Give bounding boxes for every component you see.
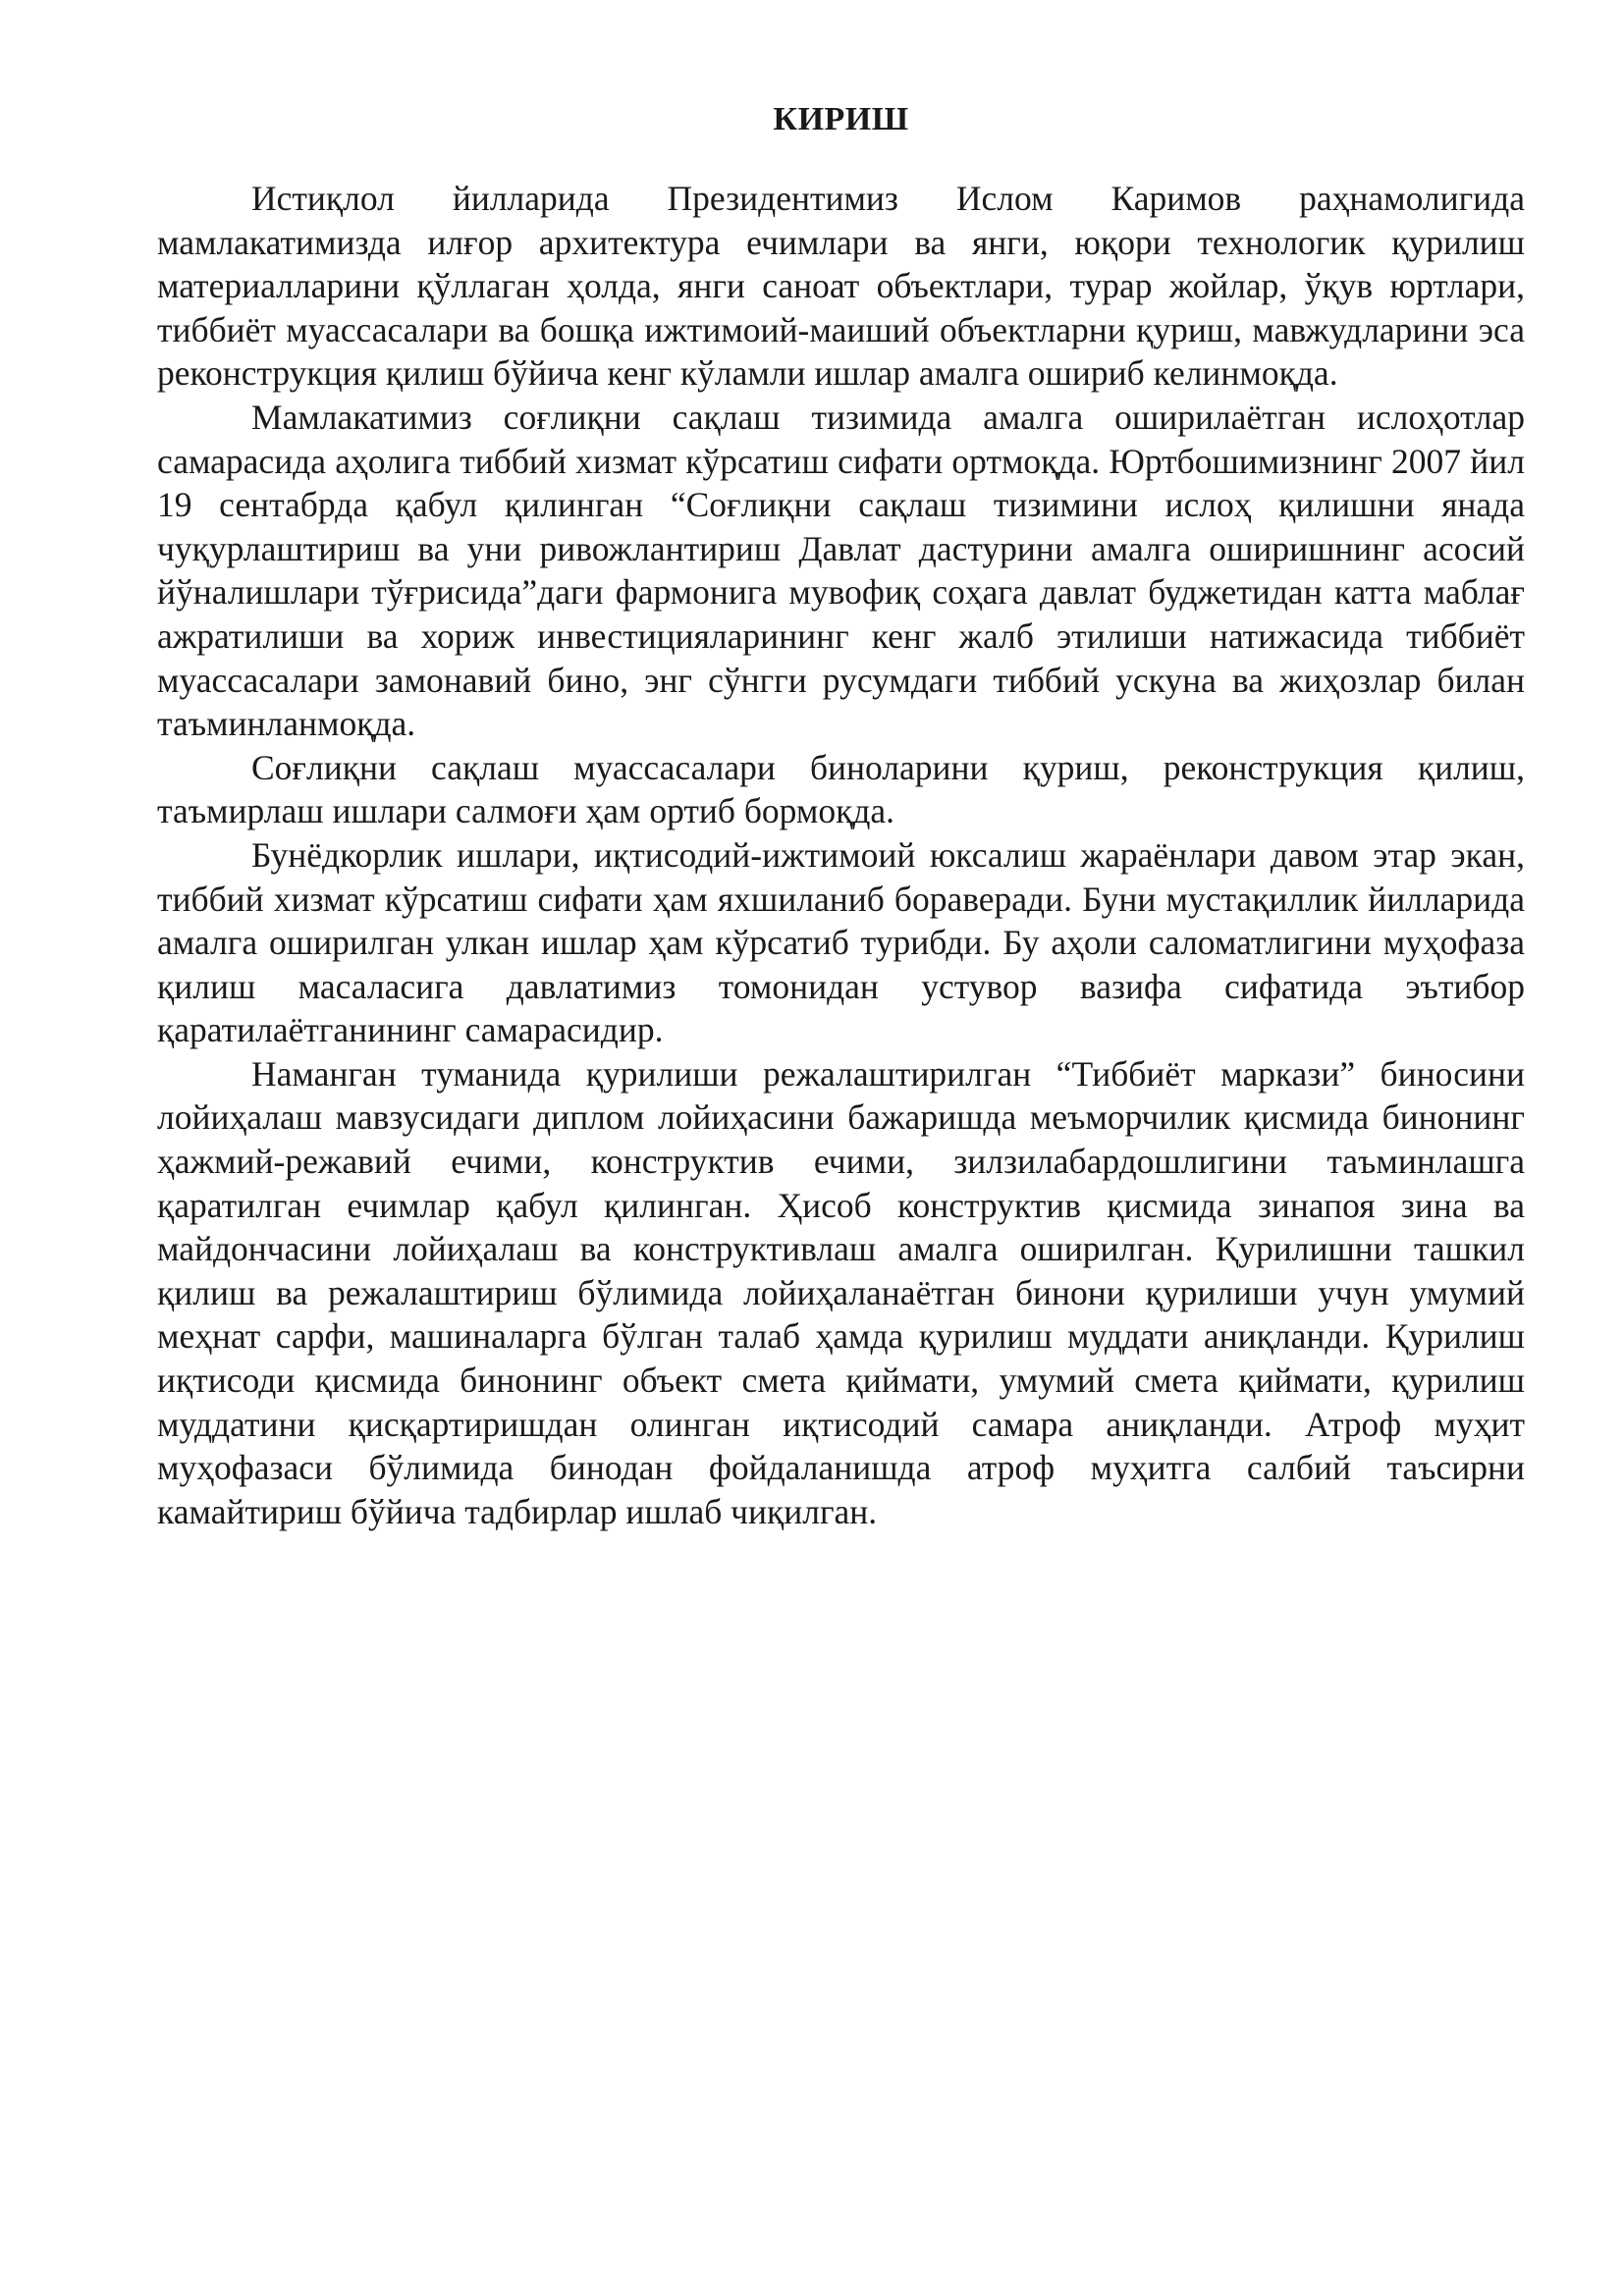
paragraph-4: Бунёдкорлик ишлари, иқтисодий-ижтимоий юксалиш жараёнлари давом этар экан, тиббий хизмат кўрсатиш сифати ҳам яхшиланиб бораверади. Буни мустақиллик йилларида амалга оширилган улкан ишлар ҳам кўрсатиб турибди. Бу аҳоли саломатлигини муҳофаза қилиш масаласига давлатимиз томонидан устувор вазифа сифатида эътибор қаратилаётганининг самарасидир.	[157, 834, 1525, 1050]
page-title: КИРИШ	[773, 101, 909, 137]
paragraph-2: Мамлакатимиз соғлиқни сақлаш тизимида амалга оширилаётган ислоҳотлар самарасида аҳолига тиббий хизмат кўрсатиш сифати ортмоқда. Юртбошимизнинг 2007 йил 19 сентабрда қабул қилинган “Соғлиқни сақлаш тизимини ислоҳ қилишни янада чуқурлаштириш ва уни ривожлантириш Давлат дастурини амалга оширишнинг асосий йўналишлари тўғрисида”даги фармонига мувофиқ соҳага давлат буджетидан катта маблағ ажратилиши ва хориж инвестицияларининг кенг жалб этилиши натижасида тиббиёт муассасалари замонавий бино, энг сўнгги русумдаги тиббий ускуна ва жиҳозлар билан таъминланмоқда.	[157, 397, 1525, 744]
document-body	[157, 94, 1525, 1533]
paragraph-5: Наманган туманида қурилиши режалаштирилган “Тиббиёт маркази” биносини лойиҳалаш мавзусидаги диплом лойиҳасини бажаришда меъморчилик қисмида бинонинг ҳажмий-режавий ечими, конструктив ечими, зилзилабардошлигини таъминлашга қаратилган ечимлар қабул қилинган. Ҳисоб конструктив қисмида зинапоя зина ва майдончасини лойиҳалаш ва конструктивлаш амалга оширилган. Қурилишни ташкил қилиш ва режалаштириш бўлимида лойиҳаланаётган бинони қурилиши учун умумий меҳнат сарфи, машиналарга бўлган талаб ҳамда қурилиш муддати аниқланди. Қурилиш иқтисоди қисмида бинонинг объект смета қиймати, умумий смета қиймати, қурилиш муддатини қисқартиришдан олинган иқтисодий самара аниқланди. Атроф муҳит муҳофазаси бўлимида бинодан фойдаланишда атроф муҳитга салбий таъсирни камайтириш бўйича тадбирлар ишлаб чиқилган.	[157, 1053, 1525, 1531]
paragraph-1: Истиқлол йилларида Президентимиз Ислом Каримов раҳнамолигида мамлакатимизда илғор архитектура ечимлари ва янги, юқори технологик қурилиш материалларини қўллаган ҳолда, янги саноат объектлари, турар жойлар, ўқув юртлари, тиббиёт муассасалари ва бошқа ижтимоий-маиший объектларни қуриш, мавжудларини эса реконструкция қилиш бўйича кенг кўламли ишлар амалга ошириб келинмоқда.	[157, 179, 1525, 394]
paragraph-3: Соғлиқни сақлаш муассасалари биноларини қуриш, реконструкция қилиш, таъмирлаш ишлари салмоғи ҳам ортиб бормоқда.	[157, 747, 1525, 831]
